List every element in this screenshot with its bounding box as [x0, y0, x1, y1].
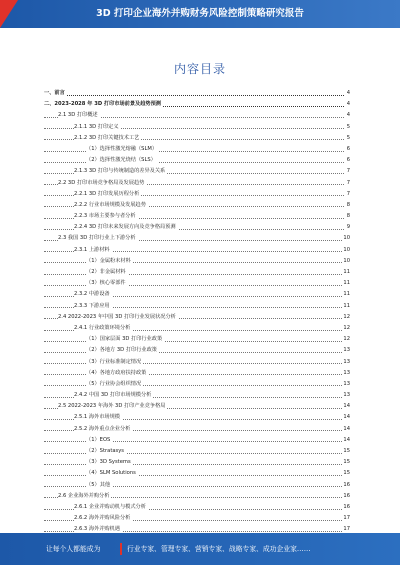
toc-entry[interactable]: [44, 491, 350, 502]
toc-entry[interactable]: [44, 301, 350, 312]
toc-entry-page: 13: [342, 379, 350, 390]
toc-entry-page: 15: [342, 457, 350, 468]
toc-entry-page: 10: [342, 233, 350, 244]
toc-entry-page: 12: [342, 334, 350, 345]
toc-entry-page: 17: [342, 524, 350, 535]
toc-entry-title: 2.5 2022-2023 年海外 3D 打印产业竞争格局: [58, 401, 167, 412]
toc-entry-page: 13: [342, 368, 350, 379]
toc-leader-dots: [44, 95, 344, 96]
toc-entry[interactable]: [44, 334, 350, 345]
toc-entry-page: 11: [342, 289, 350, 300]
header-title: 3D 打印企业海外并购财务风险控制策略研究报告: [96, 8, 304, 19]
toc-entry-page: 5: [346, 133, 350, 144]
footer-slogan-left: 让每个人都能成为: [46, 545, 101, 553]
toc-entry-title: 2.6.1 企业并购动机与模式分析: [74, 502, 148, 513]
toc-entry-page: 7: [346, 166, 350, 177]
toc-entry[interactable]: [44, 233, 350, 244]
toc-entry-title: 2.5.1 海外市场规模: [74, 412, 122, 423]
toc-entry-title: 二、2023-2028 年 3D 打印市场前景及趋势预测: [44, 99, 163, 110]
toc-entry[interactable]: [44, 312, 350, 323]
toc-entry-title: 2.2.3 市场主要参与者分析: [74, 211, 138, 222]
toc-entry-page: 12: [342, 323, 350, 334]
toc-entry-page: 15: [342, 468, 350, 479]
toc-entry[interactable]: [44, 446, 350, 457]
toc-entry[interactable]: [44, 345, 350, 356]
toc-entry-page: 11: [342, 267, 350, 278]
toc-entry[interactable]: [44, 144, 350, 155]
toc-entry-title: （3）行业标准制定情况: [86, 357, 143, 368]
toc-entry-page: 13: [342, 390, 350, 401]
toc-entry-title: （2）Stratasys: [86, 446, 126, 457]
footer-divider: [120, 543, 122, 555]
toc-entry-page: 12: [342, 312, 350, 323]
toc-entry-title: （4）SLM Solutions: [86, 468, 138, 479]
toc-entry[interactable]: [44, 513, 350, 524]
toc-entry-title: 一、前言: [44, 88, 67, 99]
toc-entry-page: 17: [342, 513, 350, 524]
toc-entry[interactable]: [44, 480, 350, 491]
toc-entry-page: 6: [346, 144, 350, 155]
toc-entry-page: 9: [346, 222, 350, 233]
toc-entry[interactable]: [44, 155, 350, 166]
toc-entry-title: 2.2 3D 打印市场竞争格局及发展趋势: [58, 178, 146, 189]
toc-entry-title: 2.1 3D 打印概述: [58, 110, 100, 121]
toc-entry-title: 2.4.2 中国 3D 打印市场规模分析: [74, 390, 153, 401]
toc-entry[interactable]: [44, 267, 350, 278]
toc-entry[interactable]: [44, 323, 350, 334]
toc-entry-title: 2.4 2022-2023 年中国 3D 打印行业发展状况分析: [58, 312, 178, 323]
toc-entry-title: 2.2.2 行业市场规模及发展趋势: [74, 200, 148, 211]
toc-entry-page: 4: [346, 99, 350, 110]
toc-entry[interactable]: [44, 278, 350, 289]
toc-entry-title: 2.2.1 3D 打印发展历程分析: [74, 189, 141, 200]
toc-entry-page: 11: [342, 301, 350, 312]
toc-entry[interactable]: [44, 166, 350, 177]
toc-entry[interactable]: [44, 390, 350, 401]
toc-entry-page: 8: [346, 200, 350, 211]
toc-entry-page: 13: [342, 345, 350, 356]
toc-entry[interactable]: [44, 222, 350, 233]
toc-entry-page: 4: [346, 110, 350, 121]
toc-entry[interactable]: [44, 457, 350, 468]
toc-entry[interactable]: [44, 200, 350, 211]
toc-entry-title: 2.3 我国 3D 打印行业上下游分析: [58, 233, 138, 244]
toc-entry-page: 11: [342, 278, 350, 289]
toc-entry[interactable]: [44, 368, 350, 379]
toc-entry[interactable]: [44, 468, 350, 479]
toc-entry[interactable]: [44, 133, 350, 144]
toc-entry-title: 2.6 企业海外并购分析: [58, 491, 111, 502]
toc-entry-title: （1）选择性激光熔融（SLM）: [86, 144, 159, 155]
toc-entry-title: （1）金属粉末材料: [86, 256, 133, 267]
toc-entry-page: 7: [346, 178, 350, 189]
toc-entry-title: （2）非金属材料: [86, 267, 128, 278]
toc-entry[interactable]: [44, 435, 350, 446]
toc-entry-title: 2.4.1 行业政策环境分析: [74, 323, 132, 334]
toc-entry[interactable]: [44, 122, 350, 133]
table-of-contents: [44, 88, 350, 536]
toc-entry[interactable]: [44, 110, 350, 121]
toc-entry[interactable]: [44, 99, 350, 110]
toc-entry[interactable]: [44, 424, 350, 435]
toc-entry-title: （3）核心零部件: [86, 278, 128, 289]
toc-entry[interactable]: [44, 412, 350, 423]
toc-entry[interactable]: [44, 211, 350, 222]
toc-entry[interactable]: [44, 401, 350, 412]
toc-entry-title: 2.3.3 下游应用: [74, 301, 112, 312]
toc-entry-page: 10: [342, 245, 350, 256]
toc-entry-page: 6: [346, 155, 350, 166]
toc-entry-title: （5）其他: [86, 480, 112, 491]
toc-entry-title: （3）3D Systems: [86, 457, 133, 468]
toc-entry-page: 14: [342, 424, 350, 435]
toc-entry[interactable]: [44, 256, 350, 267]
toc-entry[interactable]: [44, 502, 350, 513]
toc-entry-title: （5）行业协会组织情况: [86, 379, 143, 390]
toc-entry[interactable]: [44, 178, 350, 189]
toc-entry[interactable]: [44, 357, 350, 368]
toc-entry-page: 14: [342, 412, 350, 423]
toc-entry[interactable]: [44, 189, 350, 200]
toc-entry-page: 10: [342, 256, 350, 267]
toc-title: 内容目录: [173, 62, 226, 76]
toc-entry-page: 7: [346, 189, 350, 200]
toc-entry-title: （4）各地方政府扶持政策: [86, 368, 148, 379]
toc-entry-page: 5: [346, 122, 350, 133]
toc-entry-title: 2.3.1 上游材料: [74, 245, 112, 256]
toc-entry-page: 4: [346, 88, 350, 99]
toc-entry[interactable]: [44, 289, 350, 300]
toc-entry-title: 2.1.1 3D 打印定义: [74, 122, 121, 133]
toc-entry[interactable]: [44, 88, 350, 99]
toc-entry-title: 2.3.2 中游设备: [74, 289, 112, 300]
toc-entry-title: 2.1.3 3D 打印与传统制造的差异及关系: [74, 166, 167, 177]
toc-entry-title: 2.6.3 海外并购机遇: [74, 524, 122, 535]
toc-entry-page: 13: [342, 357, 350, 368]
toc-entry-title: （2）选择性激光烧结（SLS）: [86, 155, 158, 166]
toc-entry-page: 14: [342, 435, 350, 446]
toc-entry-title: 2.6.2 海外并购风险分析: [74, 513, 132, 524]
footer-slogan-right: 行业专家、管理专家、营销专家、战略专家、成功企业家……: [127, 545, 311, 553]
toc-entry[interactable]: [44, 379, 350, 390]
toc-entry-title: 2.1.2 3D 打印关键技术工艺: [74, 133, 141, 144]
toc-entry-title: （1）EOS: [86, 435, 112, 446]
toc-entry-title: 2.2.4 3D 打印未来发展方向及竞争格局预测: [74, 222, 178, 233]
toc-entry-title: （2）各地方 3D 打印行业政策: [86, 345, 159, 356]
toc-entry-page: 14: [342, 401, 350, 412]
toc-entry[interactable]: [44, 245, 350, 256]
toc-entry-title: （1）国家层面 3D 打印行业政策: [86, 334, 164, 345]
toc-entry-page: 16: [342, 502, 350, 513]
toc-entry-page: 16: [342, 480, 350, 491]
toc-entry-page: 8: [346, 211, 350, 222]
toc-entry-title: 2.5.2 海外重点企业分析: [74, 424, 132, 435]
toc-entry-page: 16: [342, 491, 350, 502]
toc-entry-page: 15: [342, 446, 350, 457]
